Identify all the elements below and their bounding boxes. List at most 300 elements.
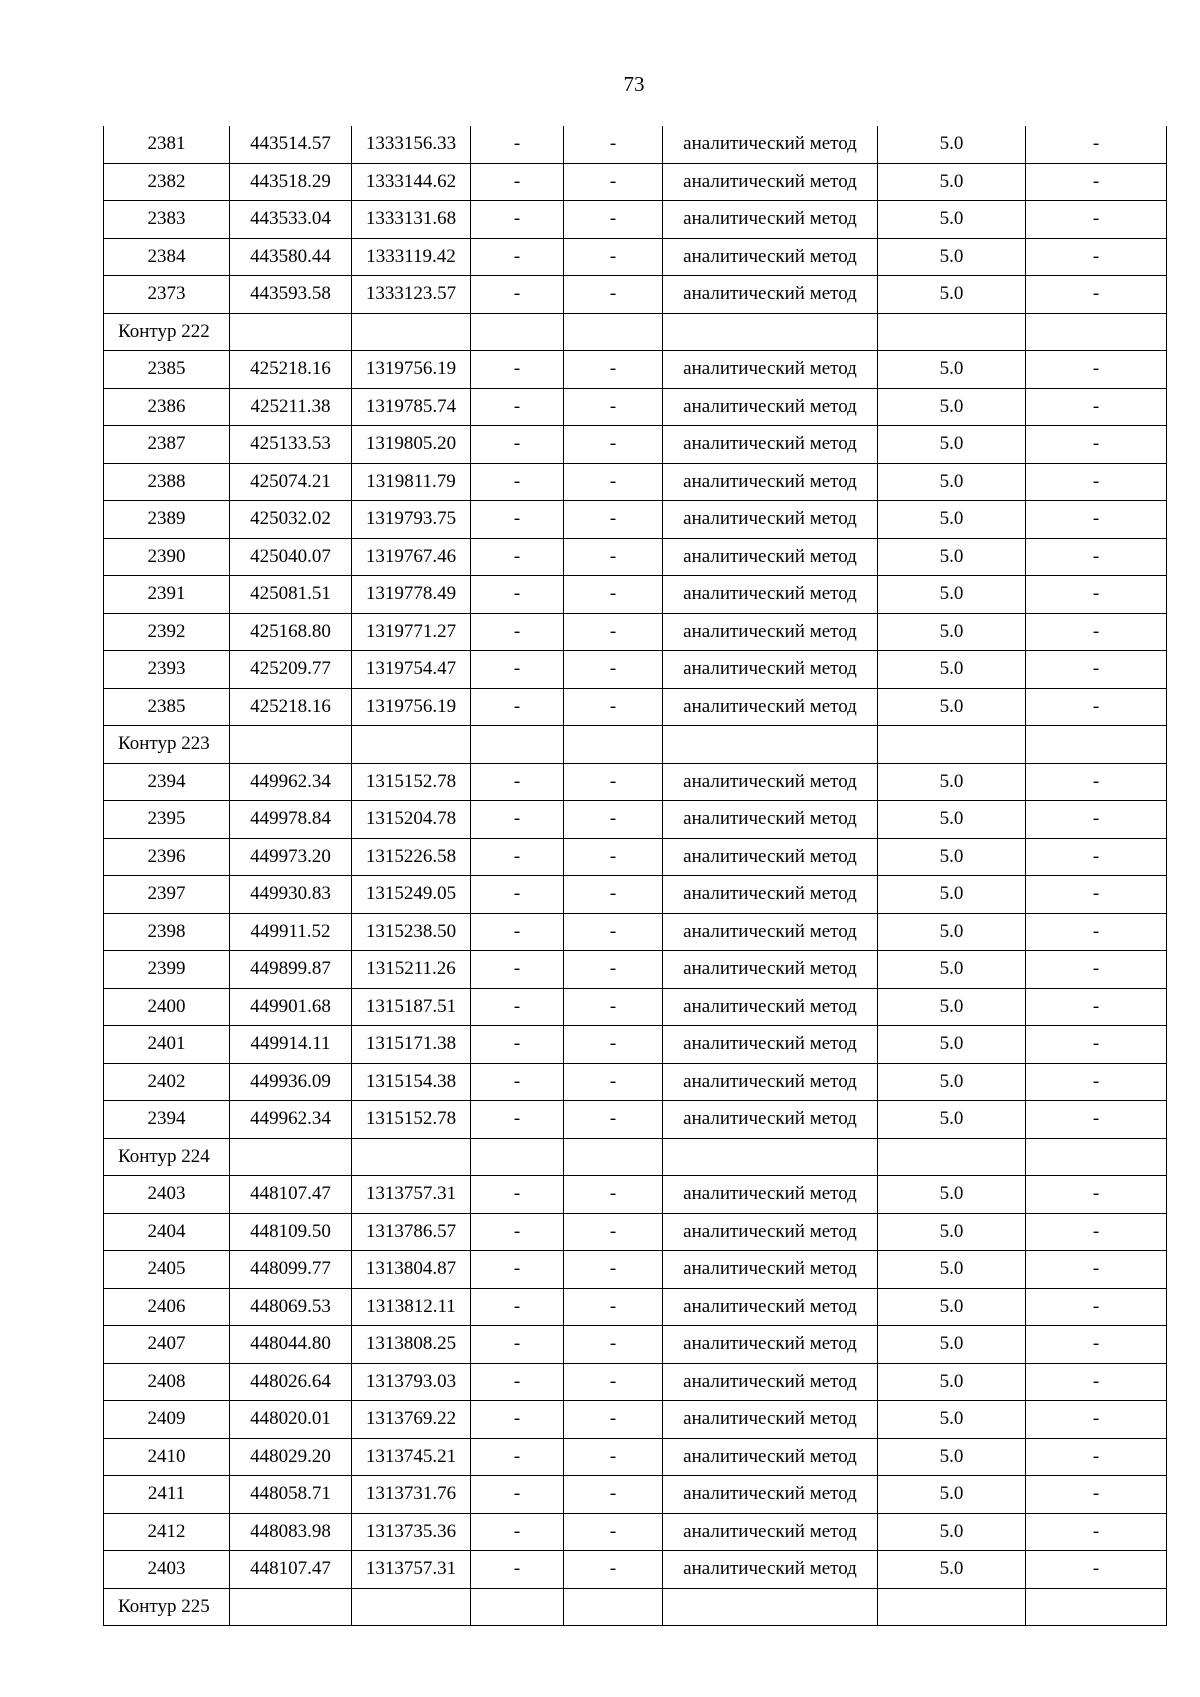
empty-dash-cell: -: [471, 538, 564, 576]
x-coordinate-cell: 443593.58: [230, 276, 352, 314]
point-id-cell: 2406: [104, 1288, 230, 1326]
y-coordinate-cell: 1313757.31: [352, 1176, 471, 1214]
empty-dash-cell: -: [471, 238, 564, 276]
empty-cell: [352, 726, 471, 764]
empty-cell: [564, 1588, 663, 1626]
table-row: [104, 1288, 1167, 1326]
method-cell: аналитический метод: [663, 913, 878, 951]
method-cell: аналитический метод: [663, 163, 878, 201]
empty-dash-cell: -: [564, 1401, 663, 1439]
point-id-cell: 2397: [104, 876, 230, 914]
y-coordinate-cell: 1313793.03: [352, 1363, 471, 1401]
y-coordinate-cell: 1313757.31: [352, 1551, 471, 1589]
table-row: [104, 1326, 1167, 1364]
empty-dash-cell: -: [564, 988, 663, 1026]
x-coordinate-cell: 449962.34: [230, 763, 352, 801]
x-coordinate-cell: 449911.52: [230, 913, 352, 951]
empty-dash-cell: -: [471, 651, 564, 689]
x-coordinate-cell: 449978.84: [230, 801, 352, 839]
accuracy-cell: 5.0: [878, 1438, 1026, 1476]
table-row: [104, 651, 1167, 689]
y-coordinate-cell: 1315204.78: [352, 801, 471, 839]
method-cell: аналитический метод: [663, 351, 878, 389]
point-id-cell: 2387: [104, 426, 230, 464]
method-cell: аналитический метод: [663, 1401, 878, 1439]
method-cell: аналитический метод: [663, 1438, 878, 1476]
method-cell: аналитический метод: [663, 388, 878, 426]
accuracy-cell: 5.0: [878, 501, 1026, 539]
table-row: [104, 1363, 1167, 1401]
empty-dash-cell: -: [471, 276, 564, 314]
method-cell: аналитический метод: [663, 1326, 878, 1364]
point-id-cell: 2396: [104, 838, 230, 876]
empty-dash-cell: -: [471, 1363, 564, 1401]
method-cell: аналитический метод: [663, 276, 878, 314]
table-row: [104, 913, 1167, 951]
x-coordinate-cell: 448020.01: [230, 1401, 352, 1439]
x-coordinate-cell: 443533.04: [230, 201, 352, 239]
x-coordinate-cell: 449973.20: [230, 838, 352, 876]
table-row: [104, 238, 1167, 276]
empty-dash-cell: -: [564, 1363, 663, 1401]
y-coordinate-cell: 1315171.38: [352, 1026, 471, 1064]
accuracy-cell: 5.0: [878, 1513, 1026, 1551]
y-coordinate-cell: 1319805.20: [352, 426, 471, 464]
y-coordinate-cell: 1315152.78: [352, 763, 471, 801]
accuracy-cell: 5.0: [878, 838, 1026, 876]
point-id-cell: 2391: [104, 576, 230, 614]
empty-dash-cell: -: [1026, 1551, 1167, 1589]
empty-dash-cell: -: [471, 1326, 564, 1364]
y-coordinate-cell: 1313808.25: [352, 1326, 471, 1364]
point-id-cell: 2385: [104, 688, 230, 726]
point-id-cell: 2401: [104, 1026, 230, 1064]
table-row: [104, 838, 1167, 876]
table-row: [104, 201, 1167, 239]
empty-cell: [878, 313, 1026, 351]
y-coordinate-cell: 1319756.19: [352, 688, 471, 726]
accuracy-cell: 5.0: [878, 1176, 1026, 1214]
table-row: [104, 426, 1167, 464]
x-coordinate-cell: 448044.80: [230, 1326, 352, 1364]
empty-dash-cell: -: [564, 201, 663, 239]
accuracy-cell: 5.0: [878, 613, 1026, 651]
point-id-cell: 2394: [104, 1101, 230, 1139]
method-cell: аналитический метод: [663, 1101, 878, 1139]
table-row: [104, 1476, 1167, 1514]
x-coordinate-cell: 449899.87: [230, 951, 352, 989]
empty-dash-cell: -: [564, 1513, 663, 1551]
method-cell: аналитический метод: [663, 1251, 878, 1289]
empty-cell: [352, 1138, 471, 1176]
point-id-cell: 2381: [104, 126, 230, 163]
point-id-cell: 2382: [104, 163, 230, 201]
empty-dash-cell: -: [564, 688, 663, 726]
empty-dash-cell: -: [564, 388, 663, 426]
x-coordinate-cell: 448107.47: [230, 1551, 352, 1589]
y-coordinate-cell: 1319785.74: [352, 388, 471, 426]
empty-dash-cell: -: [564, 501, 663, 539]
contour-label: Контур 225: [104, 1588, 230, 1626]
empty-dash-cell: -: [1026, 501, 1167, 539]
accuracy-cell: 5.0: [878, 388, 1026, 426]
empty-dash-cell: -: [1026, 1401, 1167, 1439]
contour-header-row: [104, 726, 1167, 764]
method-cell: аналитический метод: [663, 838, 878, 876]
accuracy-cell: 5.0: [878, 576, 1026, 614]
empty-dash-cell: -: [564, 1326, 663, 1364]
empty-dash-cell: -: [1026, 651, 1167, 689]
accuracy-cell: 5.0: [878, 801, 1026, 839]
accuracy-cell: 5.0: [878, 538, 1026, 576]
empty-dash-cell: -: [1026, 763, 1167, 801]
empty-cell: [230, 1138, 352, 1176]
empty-dash-cell: -: [471, 1213, 564, 1251]
empty-dash-cell: -: [471, 838, 564, 876]
empty-dash-cell: -: [564, 1063, 663, 1101]
empty-dash-cell: -: [564, 538, 663, 576]
empty-dash-cell: -: [471, 501, 564, 539]
empty-dash-cell: -: [471, 351, 564, 389]
point-id-cell: 2393: [104, 651, 230, 689]
x-coordinate-cell: 425209.77: [230, 651, 352, 689]
x-coordinate-cell: 448069.53: [230, 1288, 352, 1326]
point-id-cell: 2400: [104, 988, 230, 1026]
x-coordinate-cell: 425133.53: [230, 426, 352, 464]
empty-dash-cell: -: [1026, 801, 1167, 839]
empty-dash-cell: -: [564, 276, 663, 314]
table-row: [104, 538, 1167, 576]
x-coordinate-cell: 449936.09: [230, 1063, 352, 1101]
empty-dash-cell: -: [1026, 1288, 1167, 1326]
x-coordinate-cell: 448107.47: [230, 1176, 352, 1214]
empty-dash-cell: -: [471, 163, 564, 201]
empty-cell: [878, 1588, 1026, 1626]
empty-dash-cell: -: [564, 613, 663, 651]
empty-dash-cell: -: [471, 1176, 564, 1214]
empty-dash-cell: -: [564, 1213, 663, 1251]
empty-dash-cell: -: [564, 838, 663, 876]
accuracy-cell: 5.0: [878, 1326, 1026, 1364]
empty-dash-cell: -: [1026, 126, 1167, 163]
method-cell: аналитический метод: [663, 688, 878, 726]
y-coordinate-cell: 1313745.21: [352, 1438, 471, 1476]
x-coordinate-cell: 448099.77: [230, 1251, 352, 1289]
empty-cell: [564, 726, 663, 764]
method-cell: аналитический метод: [663, 1513, 878, 1551]
point-id-cell: 2403: [104, 1551, 230, 1589]
empty-cell: [1026, 313, 1167, 351]
empty-dash-cell: -: [1026, 1438, 1167, 1476]
table-row: [104, 388, 1167, 426]
x-coordinate-cell: 443518.29: [230, 163, 352, 201]
x-coordinate-cell: 449930.83: [230, 876, 352, 914]
empty-cell: [878, 1138, 1026, 1176]
empty-dash-cell: -: [471, 801, 564, 839]
empty-cell: [230, 1588, 352, 1626]
point-id-cell: 2398: [104, 913, 230, 951]
point-id-cell: 2392: [104, 613, 230, 651]
empty-dash-cell: -: [1026, 1476, 1167, 1514]
y-coordinate-cell: 1315238.50: [352, 913, 471, 951]
point-id-cell: 2410: [104, 1438, 230, 1476]
y-coordinate-cell: 1319811.79: [352, 463, 471, 501]
empty-dash-cell: -: [1026, 951, 1167, 989]
table-row: [104, 1101, 1167, 1139]
y-coordinate-cell: 1333144.62: [352, 163, 471, 201]
empty-dash-cell: -: [564, 1026, 663, 1064]
y-coordinate-cell: 1313804.87: [352, 1251, 471, 1289]
empty-cell: [564, 1138, 663, 1176]
table-row: [104, 576, 1167, 614]
empty-dash-cell: -: [471, 201, 564, 239]
empty-dash-cell: -: [1026, 463, 1167, 501]
x-coordinate-cell: 448083.98: [230, 1513, 352, 1551]
accuracy-cell: 5.0: [878, 951, 1026, 989]
empty-dash-cell: -: [564, 951, 663, 989]
table-row: [104, 1551, 1167, 1589]
x-coordinate-cell: 449901.68: [230, 988, 352, 1026]
accuracy-cell: 5.0: [878, 1101, 1026, 1139]
empty-cell: [663, 313, 878, 351]
y-coordinate-cell: 1319793.75: [352, 501, 471, 539]
table-row: [104, 951, 1167, 989]
y-coordinate-cell: 1319756.19: [352, 351, 471, 389]
point-id-cell: 2395: [104, 801, 230, 839]
point-id-cell: 2385: [104, 351, 230, 389]
table-row: [104, 276, 1167, 314]
table-row: [104, 1251, 1167, 1289]
point-id-cell: 2389: [104, 501, 230, 539]
accuracy-cell: 5.0: [878, 988, 1026, 1026]
empty-cell: [1026, 1588, 1167, 1626]
method-cell: аналитический метод: [663, 201, 878, 239]
method-cell: аналитический метод: [663, 1551, 878, 1589]
method-cell: аналитический метод: [663, 426, 878, 464]
method-cell: аналитический метод: [663, 1213, 878, 1251]
y-coordinate-cell: 1315226.58: [352, 838, 471, 876]
empty-dash-cell: -: [1026, 351, 1167, 389]
accuracy-cell: 5.0: [878, 276, 1026, 314]
empty-dash-cell: -: [1026, 1101, 1167, 1139]
table-row: [104, 763, 1167, 801]
accuracy-cell: 5.0: [878, 688, 1026, 726]
empty-cell: [663, 726, 878, 764]
method-cell: аналитический метод: [663, 1288, 878, 1326]
empty-cell: [663, 1138, 878, 1176]
point-id-cell: 2407: [104, 1326, 230, 1364]
empty-dash-cell: -: [1026, 1326, 1167, 1364]
accuracy-cell: 5.0: [878, 163, 1026, 201]
empty-dash-cell: -: [1026, 1176, 1167, 1214]
empty-dash-cell: -: [1026, 1213, 1167, 1251]
table-row: [104, 463, 1167, 501]
accuracy-cell: 5.0: [878, 763, 1026, 801]
y-coordinate-cell: 1313812.11: [352, 1288, 471, 1326]
y-coordinate-cell: 1333123.57: [352, 276, 471, 314]
empty-dash-cell: -: [564, 238, 663, 276]
empty-dash-cell: -: [564, 126, 663, 163]
y-coordinate-cell: 1315249.05: [352, 876, 471, 914]
method-cell: аналитический метод: [663, 951, 878, 989]
y-coordinate-cell: 1315154.38: [352, 1063, 471, 1101]
empty-dash-cell: -: [564, 1251, 663, 1289]
x-coordinate-cell: 425168.80: [230, 613, 352, 651]
empty-dash-cell: -: [1026, 1063, 1167, 1101]
coordinates-table: [103, 126, 1167, 1626]
empty-dash-cell: -: [1026, 988, 1167, 1026]
empty-dash-cell: -: [471, 913, 564, 951]
y-coordinate-cell: 1313731.76: [352, 1476, 471, 1514]
contour-header-row: [104, 1588, 1167, 1626]
method-cell: аналитический метод: [663, 1063, 878, 1101]
empty-cell: [230, 313, 352, 351]
empty-dash-cell: -: [1026, 1251, 1167, 1289]
point-id-cell: 2402: [104, 1063, 230, 1101]
empty-dash-cell: -: [564, 1176, 663, 1214]
accuracy-cell: 5.0: [878, 463, 1026, 501]
empty-dash-cell: -: [471, 1026, 564, 1064]
empty-dash-cell: -: [1026, 576, 1167, 614]
empty-cell: [471, 313, 564, 351]
accuracy-cell: 5.0: [878, 351, 1026, 389]
empty-dash-cell: -: [471, 988, 564, 1026]
contour-label: Контур 223: [104, 726, 230, 764]
accuracy-cell: 5.0: [878, 876, 1026, 914]
table-row: [104, 1176, 1167, 1214]
accuracy-cell: 5.0: [878, 1476, 1026, 1514]
empty-dash-cell: -: [471, 1288, 564, 1326]
point-id-cell: 2394: [104, 763, 230, 801]
empty-dash-cell: -: [564, 651, 663, 689]
empty-cell: [564, 313, 663, 351]
x-coordinate-cell: 443580.44: [230, 238, 352, 276]
table-row: [104, 501, 1167, 539]
empty-dash-cell: -: [471, 576, 564, 614]
method-cell: аналитический метод: [663, 1363, 878, 1401]
empty-dash-cell: -: [564, 163, 663, 201]
point-id-cell: 2404: [104, 1213, 230, 1251]
empty-dash-cell: -: [471, 1251, 564, 1289]
method-cell: аналитический метод: [663, 613, 878, 651]
empty-dash-cell: -: [471, 951, 564, 989]
empty-cell: [471, 1588, 564, 1626]
method-cell: аналитический метод: [663, 1176, 878, 1214]
empty-dash-cell: -: [471, 688, 564, 726]
empty-dash-cell: -: [564, 876, 663, 914]
table-row: [104, 876, 1167, 914]
table-row: [104, 688, 1167, 726]
empty-dash-cell: -: [471, 1438, 564, 1476]
empty-dash-cell: -: [564, 426, 663, 464]
empty-dash-cell: -: [471, 1476, 564, 1514]
y-coordinate-cell: 1333119.42: [352, 238, 471, 276]
x-coordinate-cell: 425040.07: [230, 538, 352, 576]
point-id-cell: 2409: [104, 1401, 230, 1439]
table-row: [104, 988, 1167, 1026]
accuracy-cell: 5.0: [878, 238, 1026, 276]
accuracy-cell: 5.0: [878, 1363, 1026, 1401]
empty-dash-cell: -: [1026, 238, 1167, 276]
table-row: [104, 1213, 1167, 1251]
empty-dash-cell: -: [1026, 1513, 1167, 1551]
point-id-cell: 2388: [104, 463, 230, 501]
table-row: [104, 126, 1167, 163]
point-id-cell: 2399: [104, 951, 230, 989]
empty-dash-cell: -: [564, 351, 663, 389]
method-cell: аналитический метод: [663, 1026, 878, 1064]
empty-dash-cell: -: [471, 388, 564, 426]
empty-dash-cell: -: [471, 1401, 564, 1439]
empty-dash-cell: -: [564, 763, 663, 801]
empty-dash-cell: -: [1026, 876, 1167, 914]
accuracy-cell: 5.0: [878, 913, 1026, 951]
accuracy-cell: 5.0: [878, 1251, 1026, 1289]
empty-dash-cell: -: [471, 613, 564, 651]
point-id-cell: 2403: [104, 1176, 230, 1214]
x-coordinate-cell: 448029.20: [230, 1438, 352, 1476]
empty-cell: [230, 726, 352, 764]
x-coordinate-cell: 425032.02: [230, 501, 352, 539]
empty-dash-cell: -: [564, 801, 663, 839]
accuracy-cell: 5.0: [878, 1026, 1026, 1064]
empty-dash-cell: -: [564, 576, 663, 614]
method-cell: аналитический метод: [663, 463, 878, 501]
method-cell: аналитический метод: [663, 1476, 878, 1514]
method-cell: аналитический метод: [663, 238, 878, 276]
empty-cell: [1026, 726, 1167, 764]
accuracy-cell: 5.0: [878, 426, 1026, 464]
point-id-cell: 2390: [104, 538, 230, 576]
empty-dash-cell: -: [471, 1513, 564, 1551]
y-coordinate-cell: 1333156.33: [352, 126, 471, 163]
x-coordinate-cell: 425218.16: [230, 688, 352, 726]
point-id-cell: 2411: [104, 1476, 230, 1514]
empty-dash-cell: -: [1026, 913, 1167, 951]
y-coordinate-cell: 1319767.46: [352, 538, 471, 576]
table-row: [104, 801, 1167, 839]
point-id-cell: 2408: [104, 1363, 230, 1401]
accuracy-cell: 5.0: [878, 651, 1026, 689]
x-coordinate-cell: 449962.34: [230, 1101, 352, 1139]
y-coordinate-cell: 1319771.27: [352, 613, 471, 651]
empty-cell: [352, 1588, 471, 1626]
empty-dash-cell: -: [564, 1551, 663, 1589]
table-row: [104, 1401, 1167, 1439]
y-coordinate-cell: 1313735.36: [352, 1513, 471, 1551]
empty-cell: [471, 726, 564, 764]
y-coordinate-cell: 1313769.22: [352, 1401, 471, 1439]
empty-dash-cell: -: [471, 463, 564, 501]
method-cell: аналитический метод: [663, 501, 878, 539]
point-id-cell: 2383: [104, 201, 230, 239]
contour-header-row: [104, 313, 1167, 351]
empty-dash-cell: -: [471, 763, 564, 801]
empty-dash-cell: -: [564, 1438, 663, 1476]
y-coordinate-cell: 1315152.78: [352, 1101, 471, 1139]
empty-dash-cell: -: [1026, 163, 1167, 201]
table-row: [104, 1438, 1167, 1476]
point-id-cell: 2412: [104, 1513, 230, 1551]
accuracy-cell: 5.0: [878, 1213, 1026, 1251]
x-coordinate-cell: 448109.50: [230, 1213, 352, 1251]
method-cell: аналитический метод: [663, 763, 878, 801]
empty-dash-cell: -: [1026, 688, 1167, 726]
table-body: [104, 126, 1167, 1626]
empty-dash-cell: -: [1026, 1026, 1167, 1064]
empty-cell: [352, 313, 471, 351]
accuracy-cell: 5.0: [878, 1063, 1026, 1101]
